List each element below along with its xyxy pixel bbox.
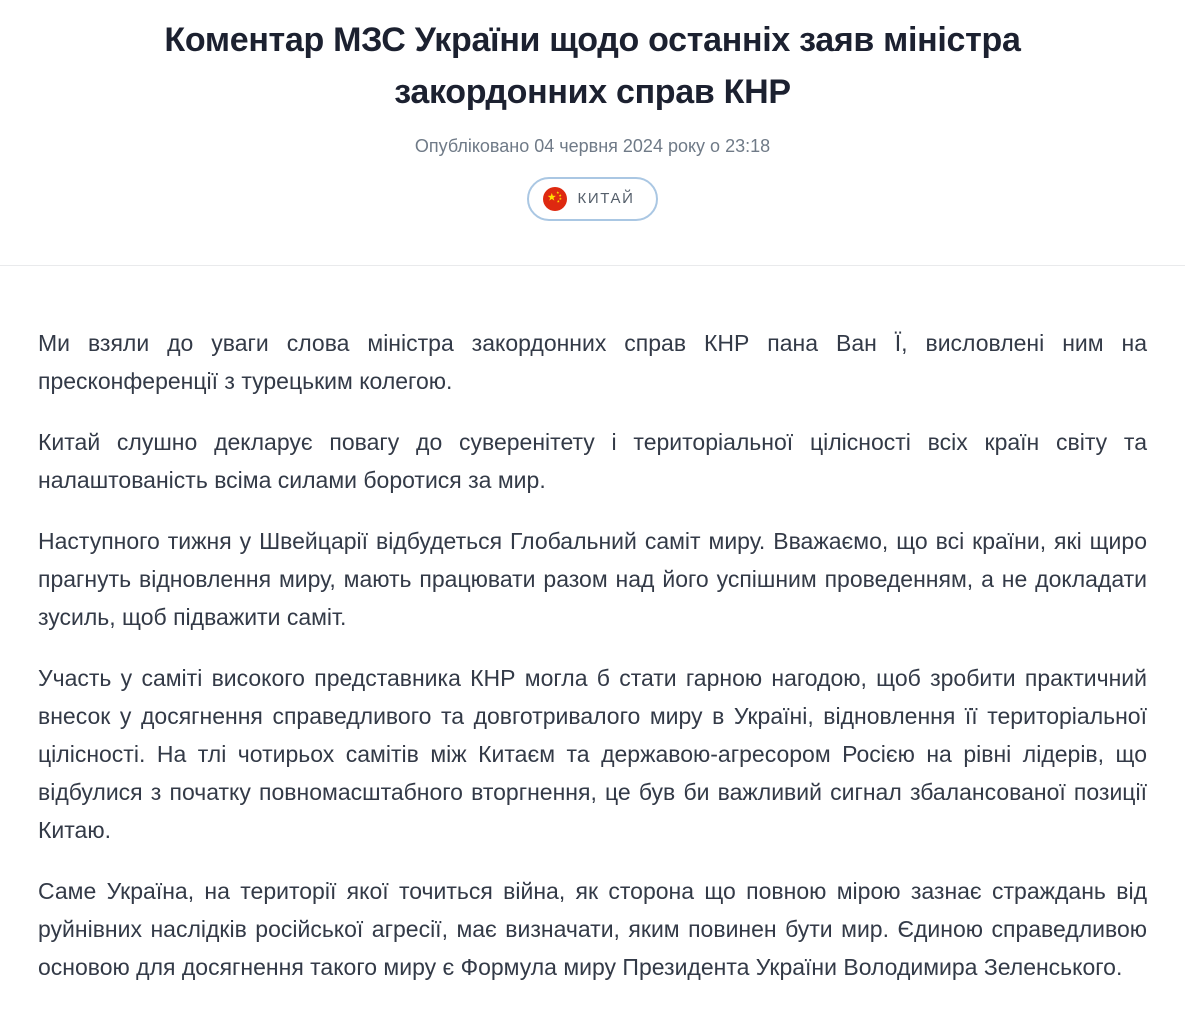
article-body: [0, 266, 1185, 1016]
page-title: Коментар МЗС України щодо останніх заяв міністра закордонних справ КНР: [164, 21, 1021, 111]
article-header: [0, 0, 1185, 221]
tag-label: КИТАЙ: [577, 190, 635, 207]
tag-row: [0, 177, 1185, 221]
article-paragraph: Саме Україна, на території якої точиться війна, як сторона що повною мірою зазнає страждань від руйнівних наслідків російської агресії, має визначати, яким повинен бути мир. Єдиною справедливою основою для досягнення такого миру є Формула миру Президента України Володимира Зеленського.: [38, 878, 1147, 980]
published-date: Опубліковано 04 червня 2024 року о 23:18: [414, 136, 771, 156]
tag-china[interactable]: [527, 177, 659, 221]
article-paragraph: Наступного тижня у Швейцарії відбудеться Глобальний саміт миру. Вважаємо, що всі країни, які щиро прагнуть відновлення миру, мають працювати разом над його успішним проведенням, а не докладати зусиль, щоб підважити саміт.: [38, 528, 1147, 630]
article-paragraph: Ми взяли до уваги слова міністра закордонних справ КНР пана Ван Ї, висловлені ним на пресконференції з турецьким колегою.: [38, 330, 1147, 394]
china-flag-icon: [543, 187, 567, 211]
article-paragraph: Китай слушно декларує повагу до суверенітету і територіальної цілісності всіх країн світу та налаштованість всіма силами боротися за мир.: [38, 429, 1147, 493]
article-paragraph: Участь у саміті високого представника КНР могла б стати гарною нагодою, щоб зробити практичний внесок у досягнення справедливого та довготривалого миру в Україні, відновлення її територіальної цілісності. На тлі чотирьох самітів між Китаєм та державою-агресором Росією на рівні лідерів, що відбулися з початку повномасштабного вторгнення, це був би важливий сигнал збалансованої позиції Китаю.: [38, 665, 1147, 843]
